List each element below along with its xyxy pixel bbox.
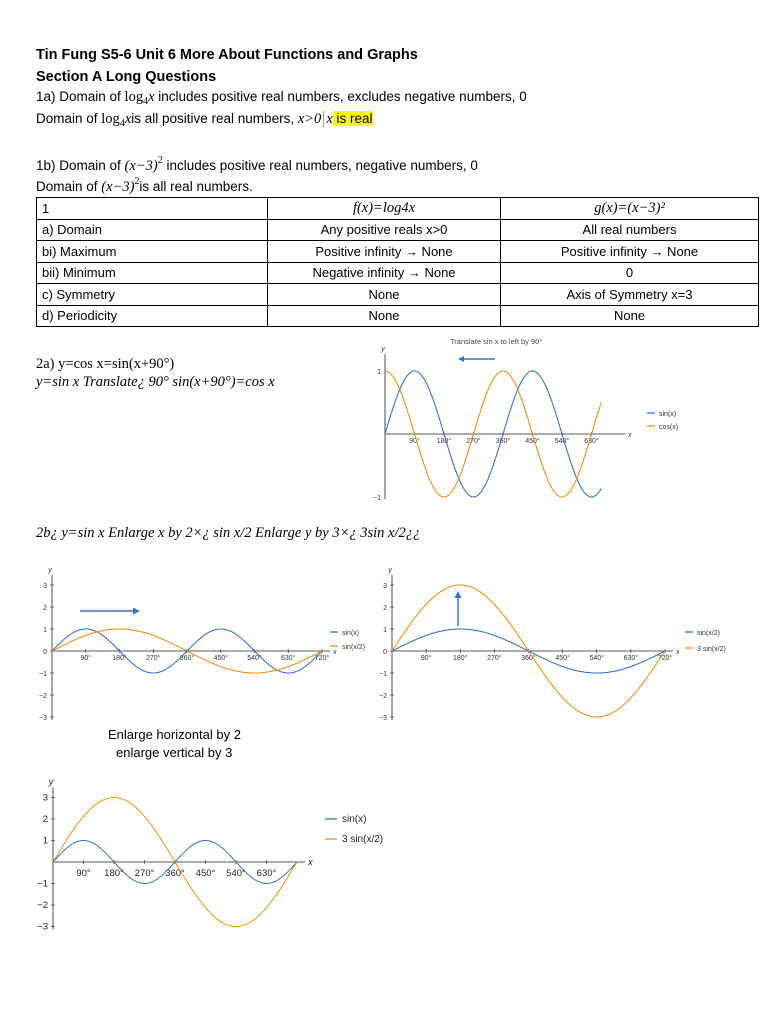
table-cell: None — [268, 284, 501, 306]
y-tick-label: −3 — [39, 715, 47, 722]
legend-label: sin(x) — [659, 411, 677, 418]
table-row — [37, 284, 759, 306]
y-tick-label: 3 — [43, 583, 47, 590]
x-tick-label: 360° — [179, 655, 195, 662]
table-cell: c) Symmetry — [37, 284, 268, 306]
x-tick-label: 180° — [453, 655, 468, 662]
table-cell: f(x)=log4x — [268, 198, 501, 220]
highlighted-text: is real — [332, 111, 373, 126]
y-tick-label: −1 — [37, 878, 48, 890]
table-row — [37, 262, 759, 284]
x-tick-label: 630° — [584, 438, 599, 445]
x-tick-label: 630° — [256, 868, 277, 879]
q1a-line1 — [36, 89, 527, 107]
y-tick-label: 2 — [43, 605, 47, 612]
x-axis-label: x — [676, 649, 680, 656]
caption-enlarge-horizontal: Enlarge horizontal by 2 — [108, 727, 241, 742]
x-tick-label: 180° — [104, 868, 124, 879]
x-tick-label: 450° — [555, 655, 570, 662]
chart-translate — [360, 334, 740, 506]
q1b-line1: 1b) Domain of $(x-3)^2$ includes positive real numbers, negative numbers, 0 — [36, 155, 478, 174]
chart-enlarge-horizontal — [30, 552, 378, 727]
x-tick-label: 90° — [420, 655, 432, 662]
table-cell: Positive infinity → None — [501, 241, 759, 263]
x-tick-label: 450° — [213, 655, 228, 662]
x-tick-label: 630° — [281, 655, 296, 662]
y-tick-label: 0 — [383, 649, 387, 656]
y-tick-label: −1 — [373, 495, 381, 502]
caption-enlarge-vertical: enlarge vertical by 3 — [116, 745, 233, 760]
q2b-line: 2b¿ y=sin x Enlarge x by 2×¿ sin x/2 Enlarge y by 3×¿ 3sin x/2¿¿ — [36, 525, 421, 541]
x-tick-label: 450° — [525, 438, 540, 445]
document-title: Tin Fung S5-6 Unit 6 More About Functions and Graphs — [36, 47, 418, 63]
translate-arrow-head — [458, 356, 464, 362]
table-cell: bii) Minimum — [37, 262, 268, 284]
y-tick-label: 2 — [42, 814, 48, 825]
x-tick-label: 720° — [657, 655, 673, 662]
stretch-arrow-head — [133, 608, 140, 615]
x-tick-label: 540° — [554, 438, 570, 445]
chart-enlarge-vertical — [370, 552, 760, 727]
q1a-condition: x>0 — [297, 111, 322, 127]
y-tick-label: 1 — [42, 835, 48, 847]
x-tick-label: 540° — [589, 655, 604, 662]
y-tick-label: −2 — [379, 693, 387, 700]
x-tick-label: 270° — [146, 655, 161, 662]
legend-label: sin(x) — [342, 630, 360, 637]
table-cell: g(x)=(x−3)² — [501, 198, 759, 220]
q1a-line1-suffix: includes positive real numbers, excludes negative numbers, 0 — [154, 89, 527, 104]
y-tick-label: 1 — [377, 369, 381, 376]
stretch-arrow-head — [455, 591, 462, 598]
table-row — [37, 219, 759, 241]
legend-label: 3 sin(x/2) — [342, 834, 384, 845]
y-tick-label: 3 — [42, 792, 48, 804]
table-header-row — [37, 198, 759, 220]
x-axis-label: x — [628, 432, 632, 439]
y-tick-label: −1 — [379, 671, 387, 678]
y-tick-label: −1 — [39, 671, 47, 678]
x-tick-label: 540° — [247, 655, 262, 662]
table-row — [37, 241, 759, 263]
q1a-line2: Domain of $\log_4xis$ all positive real numbers, x>0 x is real — [36, 111, 373, 129]
x-tick-label: 360° — [521, 655, 536, 662]
q2a-line1: 2a) y=cos x=sin(x+90°) — [36, 356, 175, 372]
table-cell: 1 — [37, 198, 268, 220]
table-cell: None — [268, 305, 501, 327]
table-cell: All real numbers — [501, 219, 759, 241]
x-tick-label: 630° — [623, 655, 639, 662]
q1b-expr: (x−3) — [124, 158, 158, 174]
legend-label: 3 sin(x/2) — [697, 646, 726, 653]
table-cell: Negative infinity → None — [268, 262, 501, 284]
x-tick-label: 270° — [487, 655, 502, 662]
y-tick-label: 0 — [43, 649, 47, 656]
y-tick-label: −3 — [37, 921, 48, 933]
y-axis-label: y — [48, 567, 52, 574]
properties-table — [36, 197, 759, 327]
x-axis-label: x — [333, 649, 337, 656]
table-cell: d) Periodicity — [37, 305, 268, 327]
x-tick-label: 270° — [134, 868, 155, 879]
x-tick-label: 180° — [112, 655, 127, 662]
x-tick-label: 720° — [314, 655, 330, 662]
y-axis-label: y — [381, 346, 385, 353]
x-tick-label: 180° — [436, 438, 452, 445]
y-tick-label: 1 — [383, 627, 387, 634]
x-axis-label: x — [308, 857, 313, 868]
y-tick-label: 1 — [43, 627, 47, 634]
section-title: Section A Long Questions — [36, 69, 217, 85]
table-cell: Any positive reals x>0 — [268, 219, 501, 241]
x-tick-label: 90° — [409, 438, 420, 445]
q1b-line2: Domain of $(x-3)^2is$ all real numbers. — [36, 176, 253, 195]
chart-title: Translate sin x to left by 90° — [450, 337, 543, 346]
y-tick-label: 3 — [383, 583, 387, 590]
legend-label: sin(x/2) — [342, 644, 365, 651]
chart-combined — [30, 762, 390, 942]
table-cell: bi) Maximum — [37, 241, 268, 263]
table-cell: Positive infinity → None — [268, 241, 501, 263]
x-tick-label: 90° — [80, 655, 92, 662]
y-tick-label: −3 — [379, 715, 387, 722]
x-tick-label: 90° — [76, 868, 91, 879]
x-tick-label: 540° — [226, 868, 246, 879]
x-tick-label: 360° — [165, 868, 185, 879]
table-cell: a) Domain — [37, 219, 268, 241]
legend-label: cos(x) — [659, 424, 679, 431]
table-cell: 0 — [501, 262, 759, 284]
x-tick-label: 270° — [466, 438, 481, 445]
q2a-line2: y=sin x Translate¿ 90° sin(x+90°)=cos x — [36, 374, 275, 390]
x-tick-label: 450° — [195, 868, 216, 879]
x-tick-label: 360° — [495, 438, 511, 445]
y-tick-label: 2 — [383, 605, 387, 612]
table-cell: Axis of Symmetry x=3 — [501, 284, 759, 306]
y-axis-label: y — [388, 567, 392, 574]
y-tick-label: −2 — [37, 900, 48, 911]
y-tick-label: −2 — [39, 693, 47, 700]
table-cell: None — [501, 305, 759, 327]
y-axis-label: y — [48, 776, 54, 788]
q1a-log-expr: $\log_4x$ — [124, 89, 155, 107]
table-row — [37, 305, 759, 327]
q1a-line1-prefix: 1a) Domain of — [36, 89, 125, 104]
legend-label: sin(x) — [342, 814, 367, 825]
legend-label: sin(x/2) — [697, 630, 720, 637]
